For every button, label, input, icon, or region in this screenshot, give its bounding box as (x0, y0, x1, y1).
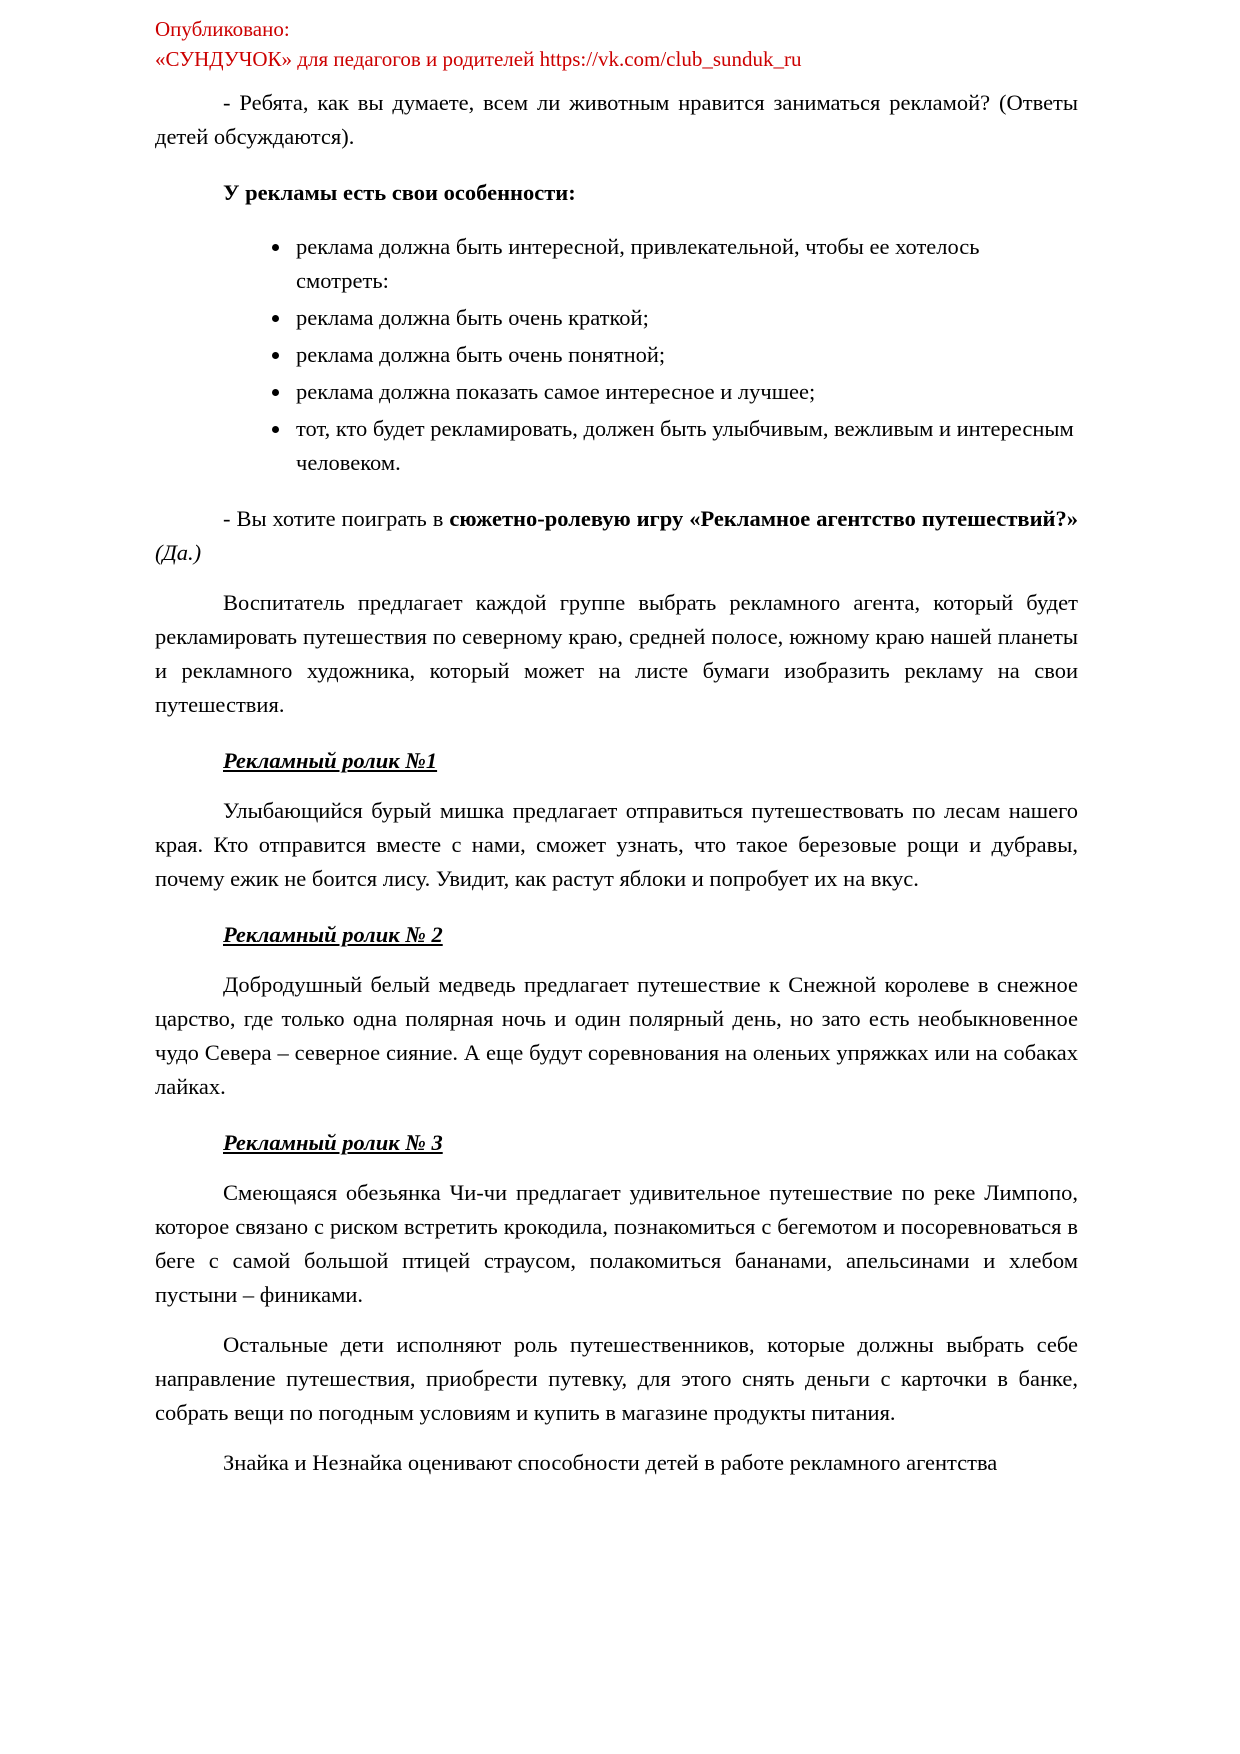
play-question-prefix: - Вы хотите поиграть в (223, 506, 450, 531)
narration-paragraph: Воспитатель предлагает каждой группе выбрать рекламного агента, который будет рекламировать путешествия по северному краю, средней полосе, южному краю нашей планеты и рекламного художника, который может на листе бумаги изобразить рекламу на свои путешествия. (155, 590, 1078, 717)
list-item: • реклама должна быть очень понятной; (292, 338, 1078, 372)
section-heading-2: Рекламный ролик № 2 (223, 922, 443, 947)
closing-paragraph-2: Знайка и Незнайка оценивают способности детей в работе рекламного агентства (223, 1450, 998, 1475)
section-heading-1: Рекламный ролик №1 (223, 748, 438, 773)
play-question-italic: (Да.) (155, 540, 202, 565)
list-item: • реклама должна быть очень краткой; (292, 301, 1078, 335)
list-item: • реклама должна быть интересной, привлекательной, чтобы ее хотелось смотреть: (292, 230, 1078, 298)
intro-question-paragraph: - Ребята, как вы думаете, всем ли животным нравится заниматься рекламой? (Ответы детей обсуждаются). (155, 90, 1078, 149)
vk-link-text: https://vk.com/club_sunduk_ru (539, 47, 802, 71)
vk-link[interactable] (540, 47, 802, 71)
play-question-bold: сюжетно-ролевую игру «Рекламное агентство путешествий?» (449, 506, 1079, 531)
list-item: • реклама должна показать самое интересное и лучшее; (292, 375, 1078, 409)
publication-label: Опубликовано: (155, 17, 290, 41)
section-text-1: Улыбающийся бурый мишка предлагает отправиться путешествовать по лесам нашего края. Кто отправится вместе с нами, сможет узнать, что такое березовые рощи и дубравы, почему ежик не боится лису. Увидит, как растут яблоки и попробует их на вкус. (155, 798, 1078, 891)
publication-source: «СУНДУЧОК» для педагогов и родителей (155, 47, 540, 71)
closing-paragraph-1: Остальные дети исполняют роль путешественников, которые должны выбрать себе направление путешествия, приобрести путевку, для этого снять деньги с карточки в банке, собрать вещи по погодным условиям и купить в магазине продукты питания. (155, 1332, 1078, 1425)
section-heading-3: Рекламный ролик № 3 (223, 1130, 443, 1155)
play-question-paragraph (155, 502, 1078, 570)
features-list (155, 230, 1078, 480)
list-item: • тот, кто будет рекламировать, должен быть улыбчивым, вежливым и интересным человеком. (292, 412, 1078, 480)
publication-header (155, 14, 1078, 74)
section-text-2: Добродушный белый медведь предлагает путешествие к Снежной королеве в снежное царство, где только одна полярная ночь и один полярный день, но зато есть необыкновенное чудо Севера – северное сияние. А еще будут соревнования на оленьих упряжках или на собаках лайках. (155, 972, 1078, 1099)
section-text-3: Смеющаяся обезьянка Чи-чи предлагает удивительное путешествие по реке Лимпопо, которое связано с риском встретить крокодила, познакомиться с бегемотом и посоревноваться в беге с самой большой птицей страусом, полакомиться бананами, апельсинами и хлебом пустыни – финиками. (155, 1180, 1078, 1307)
features-heading: У рекламы есть свои особенности: (223, 180, 576, 205)
publication-source-line (155, 44, 1078, 74)
